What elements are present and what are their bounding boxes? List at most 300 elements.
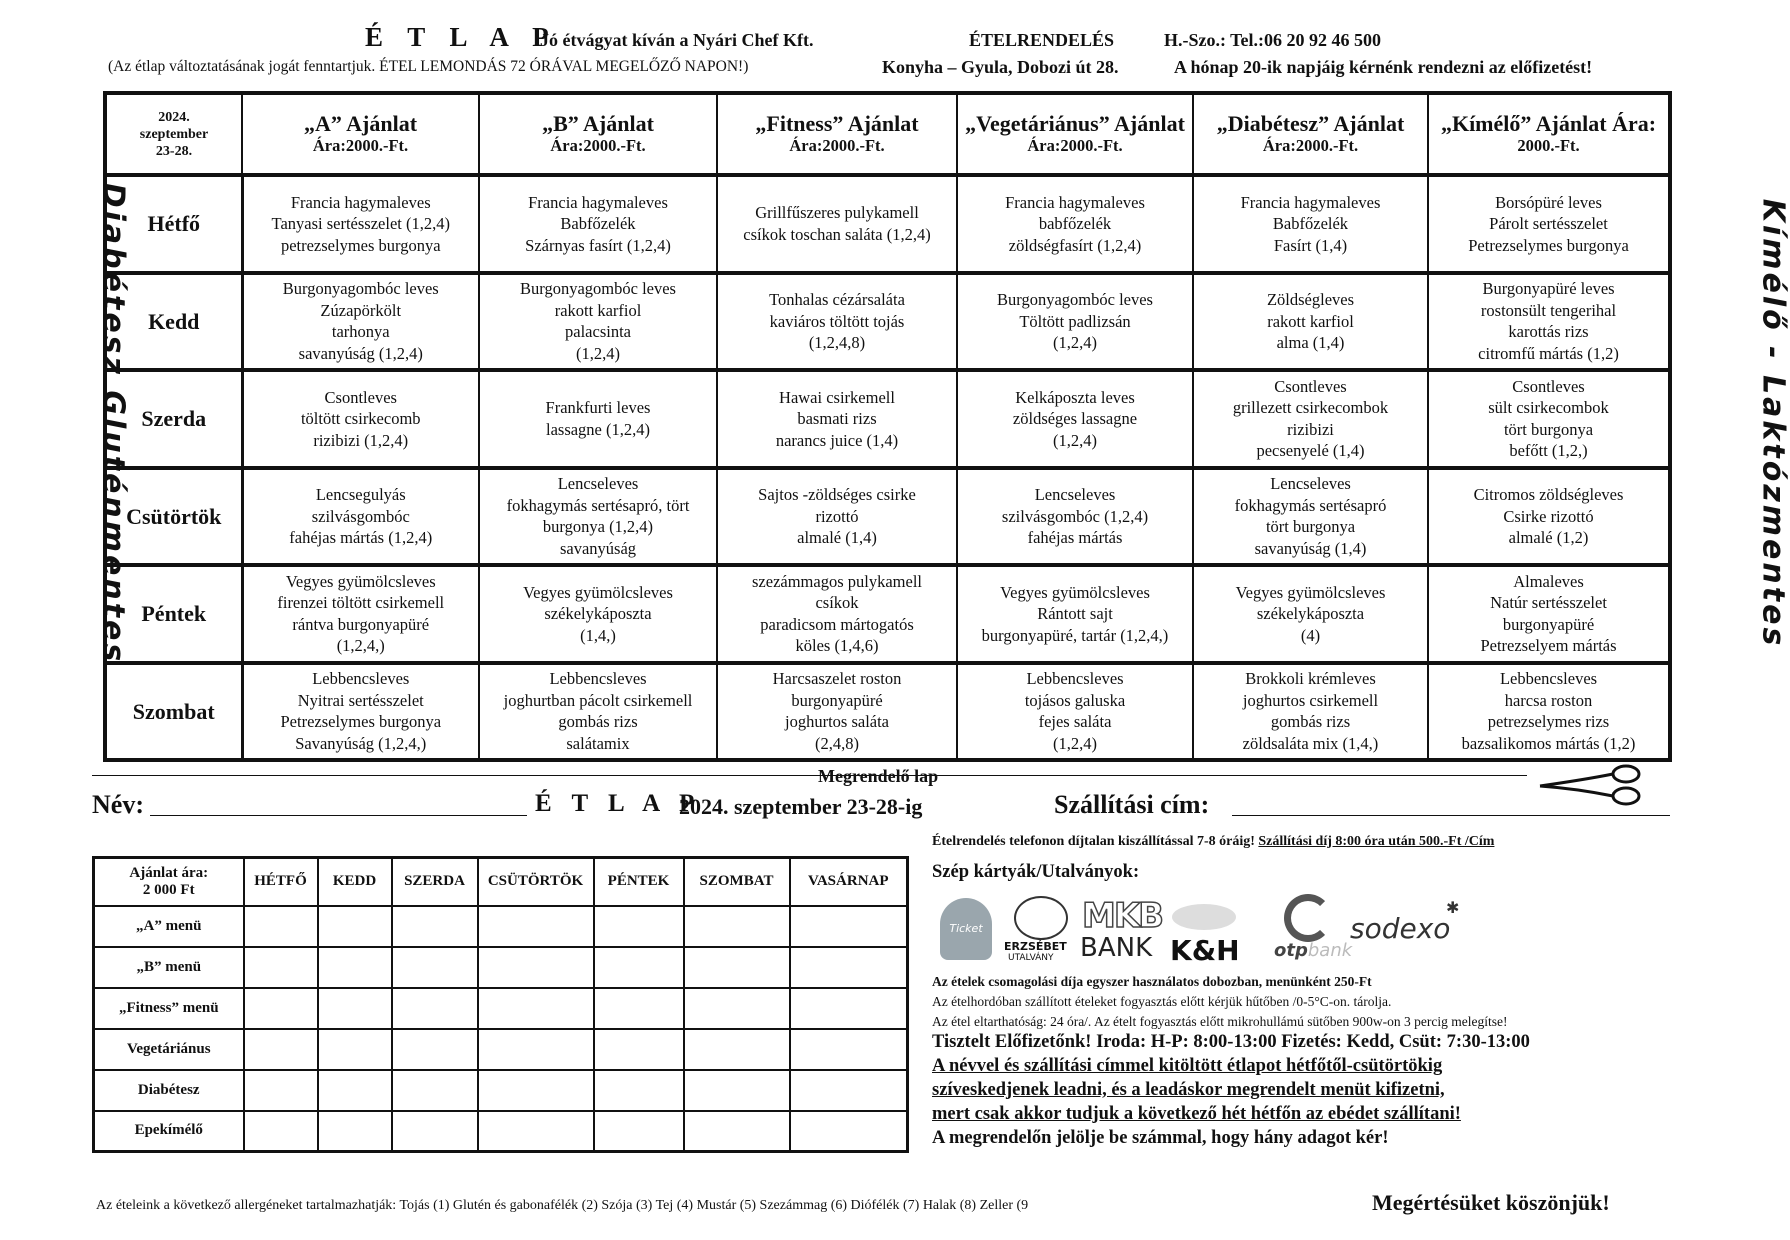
dish-line: Csirke rizottó <box>1503 506 1594 526</box>
dish-line: Kelkáposzta leves <box>1015 387 1135 407</box>
col-wednesday: SZERDA <box>392 858 478 906</box>
dish-line: Csontleves <box>324 387 397 407</box>
dish-line: Babfőzelék <box>1272 214 1349 234</box>
sodexo-star-icon: ✱ <box>1446 898 1460 917</box>
dish-line: Vegyes gyümölcsleves <box>285 571 436 591</box>
order-quantity-cell[interactable] <box>392 906 478 947</box>
dish-line: savanyúság <box>559 538 637 558</box>
order-row-label: „B” menü <box>94 947 244 988</box>
dish-line: fejes saláta <box>1038 712 1112 732</box>
offer-name: „Diabétesz” Ajánlat <box>1216 111 1405 137</box>
menu-cell-vegetarian <box>957 370 1193 467</box>
order-row <box>94 947 908 988</box>
menu-day-row <box>105 468 1670 565</box>
order-title: É T L A P <box>535 790 702 817</box>
menu-cell-fitness <box>717 663 957 761</box>
dish-line: Vegyes gyümölcsleves <box>523 582 673 602</box>
dish-line: Burgonyagombóc leves <box>282 279 439 299</box>
dish-line: Frankfurti leves <box>545 398 651 418</box>
order-quantity-cell[interactable] <box>392 1029 478 1070</box>
allergen-legend: Az ételeink a következő allergéneket tartalmazhatják: Tojás (1) Glutén és gabonafélék (2) Szója (3) Tej (4) Mustár (5) Szezámmag (6) Diófélék (7) Halak (8) Zeller (9 <box>96 1198 1029 1213</box>
dish-line: (1,4,) <box>580 625 616 645</box>
dish-line: Tanyasi sertésszelet (1,2,4) <box>271 214 450 234</box>
menu-cell-gentle <box>1428 663 1670 761</box>
mkb-bank-text: BANK <box>1080 933 1153 963</box>
dish-line: Francia hagymaleves <box>1005 192 1145 212</box>
offer-price: 2000.-Ft. <box>1517 136 1580 156</box>
offer-header-diabetes <box>1193 93 1428 175</box>
dish-line: tojásos galuska <box>1024 690 1126 710</box>
order-quantity-cell[interactable] <box>318 988 392 1029</box>
order-quantity-cell[interactable] <box>684 947 790 988</box>
otp-logo <box>1274 940 1352 961</box>
order-quantity-cell[interactable] <box>594 1070 684 1111</box>
order-quantity-cell[interactable] <box>478 1029 594 1070</box>
dish-line: (2,4,8) <box>815 733 859 753</box>
dish-line: burgonya (1,2,4) <box>542 517 654 537</box>
order-label: ÉTELRENDELÉS <box>969 30 1115 50</box>
dish-line: fokhagymás sertésapró <box>1234 495 1387 515</box>
order-quantity-cell[interactable] <box>318 906 392 947</box>
offer-name: „A” Ajánlat <box>303 111 418 137</box>
dish-line: Csontleves <box>1512 376 1585 396</box>
offer-name: „Fitness” Ajánlat <box>755 111 919 137</box>
order-quantity-cell[interactable] <box>244 1070 318 1111</box>
dish-line: gombás rizs <box>1270 712 1351 732</box>
dish-line: Lebbencsleves <box>312 669 410 689</box>
dish-line: Nyitrai sertésszelet <box>297 690 424 710</box>
menu-cell-b <box>479 175 717 272</box>
dish-line: Petrezselymes burgonya <box>1468 235 1629 255</box>
order-quantity-cell[interactable] <box>790 906 908 947</box>
price-header-line: Ajánlat ára: <box>129 864 209 881</box>
dish-line: Vegyes gyümölcsleves <box>1000 582 1150 602</box>
order-quantity-cell[interactable] <box>244 947 318 988</box>
otp-bank-text: bank <box>1307 940 1353 961</box>
order-quantity-cell[interactable] <box>478 906 594 947</box>
dish-line: töltött csirkecomb <box>300 409 421 429</box>
greeting: Jó étvágyat kíván a Nyári Chef Kft. <box>540 30 814 50</box>
order-quantity-cell[interactable] <box>594 906 684 947</box>
submit-instructions-3: mert csak akkor tudjuk a következő hét hétfőn az ebédet szállítani! <box>932 1104 1461 1124</box>
offer-name: „Vegetáriánus” Ajánlat <box>965 111 1185 137</box>
col-friday: PÉNTEK <box>594 858 684 906</box>
menu-cell-b <box>479 663 717 761</box>
dish-line: rostonsült tengerihal <box>1480 300 1617 320</box>
order-quantity-cell[interactable] <box>392 1070 478 1111</box>
order-quantity-cell[interactable] <box>392 947 478 988</box>
order-quantity-cell[interactable] <box>684 1070 790 1111</box>
dish-line: rizottó <box>815 506 859 526</box>
cut-line <box>92 775 1527 776</box>
order-row <box>94 1029 908 1070</box>
erzsebet-emblem-icon <box>1014 896 1068 940</box>
day-label: Kedd <box>105 273 242 370</box>
dish-line: fahéjas mártás (1,2,4) <box>289 528 433 548</box>
erzsebet-logo-text: ERZSÉBET <box>1004 940 1067 953</box>
subscription-note: A hónap 20-ik napjáig kérnénk rendezni az előfizetést! <box>1174 57 1593 77</box>
disclaimer: (Az étlap változtatásának jogát fenntartjuk. ÉTEL LEMONDÁS 72 ÓRÁVAL MEGELŐZŐ NAPON!) <box>108 58 749 75</box>
order-sheet-label: Megrendelő lap <box>818 766 939 786</box>
order-quantity-cell[interactable] <box>790 947 908 988</box>
dish-line: Párolt sertésszelet <box>1489 214 1608 234</box>
order-quantity-cell[interactable] <box>244 906 318 947</box>
ticket-logo: Ticket <box>940 898 992 960</box>
day-label: Szerda <box>105 370 242 467</box>
menu-day-row <box>105 273 1670 370</box>
dish-line: Brokkoli krémleves <box>1245 669 1376 689</box>
menu-cell-a <box>242 468 479 565</box>
dish-line: (1,2,4) <box>1053 333 1097 353</box>
dish-line: zöldségfasírt (1,2,4) <box>1008 235 1142 255</box>
dish-line: bazsalikomos mártás (1,2) <box>1461 733 1636 753</box>
portion-instructions: A megrendelőn jelölje be számmal, hogy hány adagot kér! <box>932 1128 1389 1148</box>
dish-line: Burgonyagombóc leves <box>520 279 676 299</box>
name-label: Név: <box>92 790 144 819</box>
dish-line: Rántott sajt <box>1037 604 1113 623</box>
order-quantity-cell[interactable] <box>318 1111 392 1152</box>
menu-cell-b <box>479 273 717 370</box>
menu-cell-diabetes <box>1193 273 1428 370</box>
menu-header-row <box>105 93 1670 175</box>
order-quantity-cell[interactable] <box>318 1070 392 1111</box>
dish-line: joghurtos csirkemell <box>1242 690 1379 710</box>
utalvany-logo-text: UTALVÁNY <box>1008 953 1054 963</box>
day-label: Csütörtök <box>105 468 242 565</box>
menu-cell-diabetes <box>1193 175 1428 272</box>
dish-line: Fasírt (1,4) <box>1273 235 1348 255</box>
dish-line: Francia hagymaleves <box>1240 192 1381 212</box>
menu-cell-fitness <box>717 468 957 565</box>
menu-cell-gentle <box>1428 273 1670 370</box>
dish-line: Borsópüré leves <box>1495 192 1602 212</box>
menu-cell-vegetarian <box>957 273 1193 370</box>
order-row-label: Diabétesz <box>94 1070 244 1111</box>
dish-line: grillezett csirkecombok <box>1232 398 1389 418</box>
menu-cell-vegetarian <box>957 468 1193 565</box>
dish-line: szilvásgombóc <box>311 506 410 526</box>
dish-line: Tonhalas cézársaláta <box>769 290 905 310</box>
dish-line: Citromos zöldségleves <box>1473 485 1624 505</box>
col-thursday: CSÜTÖRTÖK <box>478 858 594 906</box>
menu-cell-diabetes <box>1193 370 1428 467</box>
menu-cell-a <box>242 663 479 761</box>
phone-number: H.-Szo.: Tel.:06 20 92 46 500 <box>1164 30 1382 50</box>
menu-day-row <box>105 565 1670 662</box>
menu-date-cell <box>105 93 242 175</box>
side-label-left: Diabétesz Gluténmentes <box>95 182 131 665</box>
offer-name: „B” Ajánlat <box>542 111 654 137</box>
offer-header-vegetarian <box>957 93 1193 175</box>
dish-line: palacsinta <box>565 322 631 342</box>
dish-line: (1,2,4) <box>1053 430 1097 450</box>
kitchen-address: Konyha – Gyula, Dobozi út 28. <box>882 57 1119 77</box>
order-quantity-cell[interactable] <box>594 947 684 988</box>
col-tuesday: KEDD <box>318 858 392 906</box>
dish-line: (1,2,4) <box>576 343 620 363</box>
offer-header-gentle <box>1428 93 1670 175</box>
dish-line: szezámmagos pulykamell <box>752 571 922 591</box>
dish-line: petrezselymes rizs <box>1487 712 1610 732</box>
menu-cell-gentle <box>1428 565 1670 662</box>
dish-line: csíkok toschan saláta (1,2,4) <box>743 224 931 244</box>
offer-price: Ára:2000.-Ft. <box>312 136 409 156</box>
dish-line: székelykáposzta <box>544 604 652 623</box>
menu-cell-gentle <box>1428 468 1670 565</box>
order-title-date: 2024. szeptember 23-28-ig <box>679 794 923 819</box>
delivery-address-label: Szállítási cím: <box>1054 790 1210 819</box>
dish-line: Francia hagymaleves <box>290 192 431 212</box>
dish-line: paradicsom mártogatós <box>760 614 914 634</box>
dish-line: joghurtban pácolt csirkemell <box>503 690 693 710</box>
dish-line: basmati rizs <box>797 409 877 429</box>
dish-line: köles (1,4,6) <box>795 636 879 656</box>
dish-line: Sajtos -zöldséges csirke <box>758 485 916 505</box>
dish-line: karottás rizs <box>1508 322 1589 342</box>
dish-line: szilvásgombóc (1,2,4) <box>1001 506 1149 526</box>
dish-line: babfőzelék <box>1038 214 1112 234</box>
dish-line: Natúr sertésszelet <box>1490 593 1607 613</box>
delivery-address-field[interactable] <box>1232 815 1670 816</box>
dish-line: Lebbencsleves <box>549 669 647 689</box>
date-line: szeptember <box>139 126 209 142</box>
dish-line: rizibizi (1,2,4) <box>313 430 409 450</box>
order-quantity-cell[interactable] <box>478 1070 594 1111</box>
dish-line: Zöldségleves <box>1266 290 1355 310</box>
offer-price: Ára:2000.-Ft. <box>1027 136 1123 156</box>
dish-line: rizibizi <box>1287 419 1334 439</box>
dish-line: Lebbencsleves <box>1026 669 1124 689</box>
scissors-icon <box>1538 764 1650 806</box>
order-row-label: „Fitness” menü <box>94 988 244 1029</box>
dish-line: joghurtos saláta <box>784 712 890 732</box>
dish-line: Szárnyas fasírt (1,2,4) <box>525 235 671 255</box>
page-title: É T L A P <box>365 22 558 52</box>
menu-cell-a <box>242 370 479 467</box>
dish-line: Vegyes gyümölcsleves <box>1235 582 1386 602</box>
dish-line: almalé (1,4) <box>797 528 877 548</box>
name-field[interactable] <box>150 815 527 816</box>
dish-line: burgonyapüré <box>1502 614 1595 634</box>
dish-line: petrezselymes burgonya <box>280 235 441 255</box>
menu-cell-a <box>242 273 479 370</box>
order-row <box>94 1111 908 1152</box>
dish-line: székelykáposzta <box>1256 604 1365 623</box>
menu-cell-fitness <box>717 370 957 467</box>
offer-header-fitness <box>717 93 957 175</box>
kh-logo: K&H <box>1170 934 1240 967</box>
dish-line: (1,2,4,) <box>336 636 385 656</box>
dish-line: rakott karfiol <box>1267 311 1354 331</box>
day-label: Péntek <box>105 565 242 662</box>
mkb-logo: MKB <box>1082 896 1163 936</box>
dish-line: burgonyapüré, tartár (1,2,4,) <box>981 625 1169 645</box>
dish-line: Lencseleves <box>1270 474 1351 494</box>
order-quantity-cell[interactable] <box>318 1029 392 1070</box>
order-quantity-cell[interactable] <box>318 947 392 988</box>
order-quantity-cell[interactable] <box>684 988 790 1029</box>
menu-cell-vegetarian <box>957 175 1193 272</box>
dish-line: zöldsaláta mix (1,4,) <box>1242 733 1379 753</box>
office-hours: Tisztelt Előfizetőnk! Iroda: H-P: 8:00-13:00 Fizetés: Kedd, Csüt: 7:30-13:00 <box>932 1032 1530 1052</box>
dish-line: Grillfűszeres pulykamell <box>755 203 919 223</box>
dish-line: sült csirkecombok <box>1488 398 1609 418</box>
dish-line: Petrezselyem mártás <box>1480 636 1617 656</box>
menu-cell-b <box>479 565 717 662</box>
submit-instructions-2: szíveskedjenek leadni, és a leadáskor megrendelt menüt kifizetni, <box>932 1080 1445 1100</box>
menu-cell-fitness <box>717 565 957 662</box>
order-row-label: Epekímélő <box>94 1111 244 1152</box>
order-quantity-cell[interactable] <box>392 988 478 1029</box>
dish-line: zöldséges lassagne <box>1012 409 1138 429</box>
menu-cell-diabetes <box>1193 565 1428 662</box>
order-row <box>94 906 908 947</box>
dish-line: (4) <box>1300 625 1321 645</box>
day-label: Szombat <box>105 663 242 761</box>
dish-line: harcsa roston <box>1504 690 1593 710</box>
dish-line: almalé (1,2) <box>1508 528 1589 548</box>
dish-line: salátamix <box>566 733 630 753</box>
dish-line: alma (1,4) <box>1276 333 1345 353</box>
kh-emblem-icon <box>1172 904 1236 930</box>
dish-line: Hawai csirkemell <box>779 387 895 407</box>
dish-line: savanyúság (1,2,4) <box>298 343 423 363</box>
order-quantity-cell[interactable] <box>594 988 684 1029</box>
thanks-note: Megértésüket köszönjük! <box>1372 1190 1610 1215</box>
order-quantity-cell[interactable] <box>790 1111 908 1152</box>
dish-line: fokhagymás sertésapró, tört <box>506 495 690 515</box>
offer-header-a <box>242 93 479 175</box>
order-quantity-cell[interactable] <box>594 1029 684 1070</box>
dish-line: Lencseleves <box>557 474 639 494</box>
menu-day-row <box>105 370 1670 467</box>
shelf-life-note: Az étel eltarthatóság: 24 óra/. Az ételt fogyasztás előtt mikrohullámú sütőben 900w-on 3 percig melegítse! <box>932 1014 1508 1029</box>
menu-cell-vegetarian <box>957 565 1193 662</box>
order-quantity-cell[interactable] <box>244 1029 318 1070</box>
dish-line: lassagne (1,2,4) <box>545 419 650 439</box>
order-quantity-cell[interactable] <box>684 1029 790 1070</box>
order-quantity-cell[interactable] <box>392 1111 478 1152</box>
menu-cell-diabetes <box>1193 663 1428 761</box>
dish-line: (1,2,4) <box>1053 733 1097 753</box>
otp-emblem-icon <box>1284 894 1332 942</box>
dish-line: Babfőzelék <box>560 214 636 234</box>
dish-line: Töltött padlizsán <box>1019 311 1131 331</box>
menu-day-row <box>105 175 1670 272</box>
dish-line: tört burgonya <box>1503 419 1594 439</box>
day-label: Hétfő <box>105 175 242 272</box>
order-quantity-cell[interactable] <box>790 1029 908 1070</box>
dish-line: Harcsaszelet roston <box>772 669 902 689</box>
dish-line: befőtt (1,2,) <box>1509 441 1588 461</box>
order-quantity-cell[interactable] <box>684 906 790 947</box>
offer-name: „Kímélő” Ajánlat Ára: <box>1440 111 1657 137</box>
dish-line: narancs juice (1,4) <box>775 430 899 450</box>
dish-line: (1,2,4,8) <box>808 333 866 353</box>
order-quantity-cell[interactable] <box>478 1111 594 1152</box>
order-quantity-cell[interactable] <box>478 947 594 988</box>
dish-line: csíkok <box>815 593 859 613</box>
order-quantity-cell[interactable] <box>790 988 908 1029</box>
menu-cell-b <box>479 370 717 467</box>
date-line: 2024. <box>158 109 190 125</box>
dish-line: firenzei töltött csirkemell <box>277 593 445 613</box>
dish-line: burgonyapüré <box>791 690 883 710</box>
dish-line: rakott karfiol <box>554 300 642 320</box>
order-header-row <box>94 858 908 906</box>
dish-line: Petrezselymes burgonya <box>280 712 442 732</box>
order-quantity-cell[interactable] <box>244 1111 318 1152</box>
dish-line: kaviáros töltött tojás <box>769 311 905 331</box>
offer-header-b <box>479 93 717 175</box>
dish-line: fahéjas mártás <box>1027 528 1123 548</box>
dish-line: Lencsegulyás <box>315 485 406 505</box>
dish-line: pecsenyelé (1,4) <box>1256 441 1365 461</box>
order-row-label: Vegetáriánus <box>94 1029 244 1070</box>
dish-line: Savanyúság (1,2,4,) <box>295 733 427 753</box>
submit-instructions-1: A névvel és szállítási címmel kitöltött étlapot hétfőtől-csütörtökig <box>932 1056 1443 1076</box>
order-quantity-cell[interactable] <box>594 1111 684 1152</box>
order-quantity-cell[interactable] <box>478 988 594 1029</box>
weekly-menu-table <box>103 91 1672 762</box>
order-row <box>94 1070 908 1111</box>
dish-line: Francia hagymaleves <box>528 192 668 212</box>
dish-line: rántva burgonyapüré <box>292 614 430 634</box>
dish-line: citromfű mártás (1,2) <box>1478 343 1619 363</box>
order-row <box>94 988 908 1029</box>
price-header-line: 2 000 Ft <box>142 881 195 898</box>
price-header-cell <box>94 858 244 906</box>
packaging-note: Az ételek csomagolási díja egyszer használatos dobozban, menünként 250-Ft <box>932 974 1372 989</box>
offer-price: Ára:2000.-Ft. <box>1262 136 1359 156</box>
menu-cell-fitness <box>717 273 957 370</box>
dish-line: tört burgonya <box>1265 517 1356 537</box>
side-label-right: Kímélő - Laktózmentes <box>1755 198 1790 649</box>
order-quantity-cell[interactable] <box>684 1111 790 1152</box>
sodexo-logo: sodexo <box>1350 912 1451 945</box>
order-row-label: „A” menü <box>94 906 244 947</box>
otp-logo-text: otp <box>1274 940 1308 961</box>
dish-line: Lebbencsleves <box>1499 669 1598 689</box>
menu-cell-fitness <box>717 175 957 272</box>
dish-line: tarhonya <box>331 322 390 342</box>
dish-line: Csontleves <box>1274 376 1347 396</box>
menu-cell-a <box>242 175 479 272</box>
dish-line: gombás rizs <box>558 712 638 732</box>
offer-price: Ára:2000.-Ft. <box>550 136 646 156</box>
delivery-fee-note: Szállítási díj 8:00 óra után 500.-Ft /Cím <box>1258 834 1495 849</box>
offer-price: Ára:2000.-Ft. <box>789 136 885 156</box>
dish-line: savanyúság (1,4) <box>1254 538 1367 558</box>
menu-cell-vegetarian <box>957 663 1193 761</box>
order-form-table <box>92 856 909 1153</box>
delivery-note <box>932 834 1494 850</box>
storage-note: Az ételhordóban szállított ételeket fogyasztás előtt kérjük hűtőben /0-5°C-on. tárolja. <box>932 994 1392 1009</box>
dish-line: Almaleves <box>1513 571 1584 591</box>
menu-cell-gentle <box>1428 175 1670 272</box>
date-line: 23-28. <box>155 143 193 159</box>
order-quantity-cell[interactable] <box>244 988 318 1029</box>
col-sunday: VASÁRNAP <box>790 858 908 906</box>
dish-line: Burgonyapüré leves <box>1482 279 1615 299</box>
dish-line: Zúzapörkölt <box>320 300 402 320</box>
menu-day-row <box>105 663 1670 761</box>
menu-cell-gentle <box>1428 370 1670 467</box>
menu-cell-b <box>479 468 717 565</box>
order-quantity-cell[interactable] <box>790 1070 908 1111</box>
delivery-note-a: Ételrendelés telefonon díjtalan kiszállítással 7-8 óráig! <box>932 834 1255 849</box>
col-saturday: SZOMBAT <box>684 858 790 906</box>
